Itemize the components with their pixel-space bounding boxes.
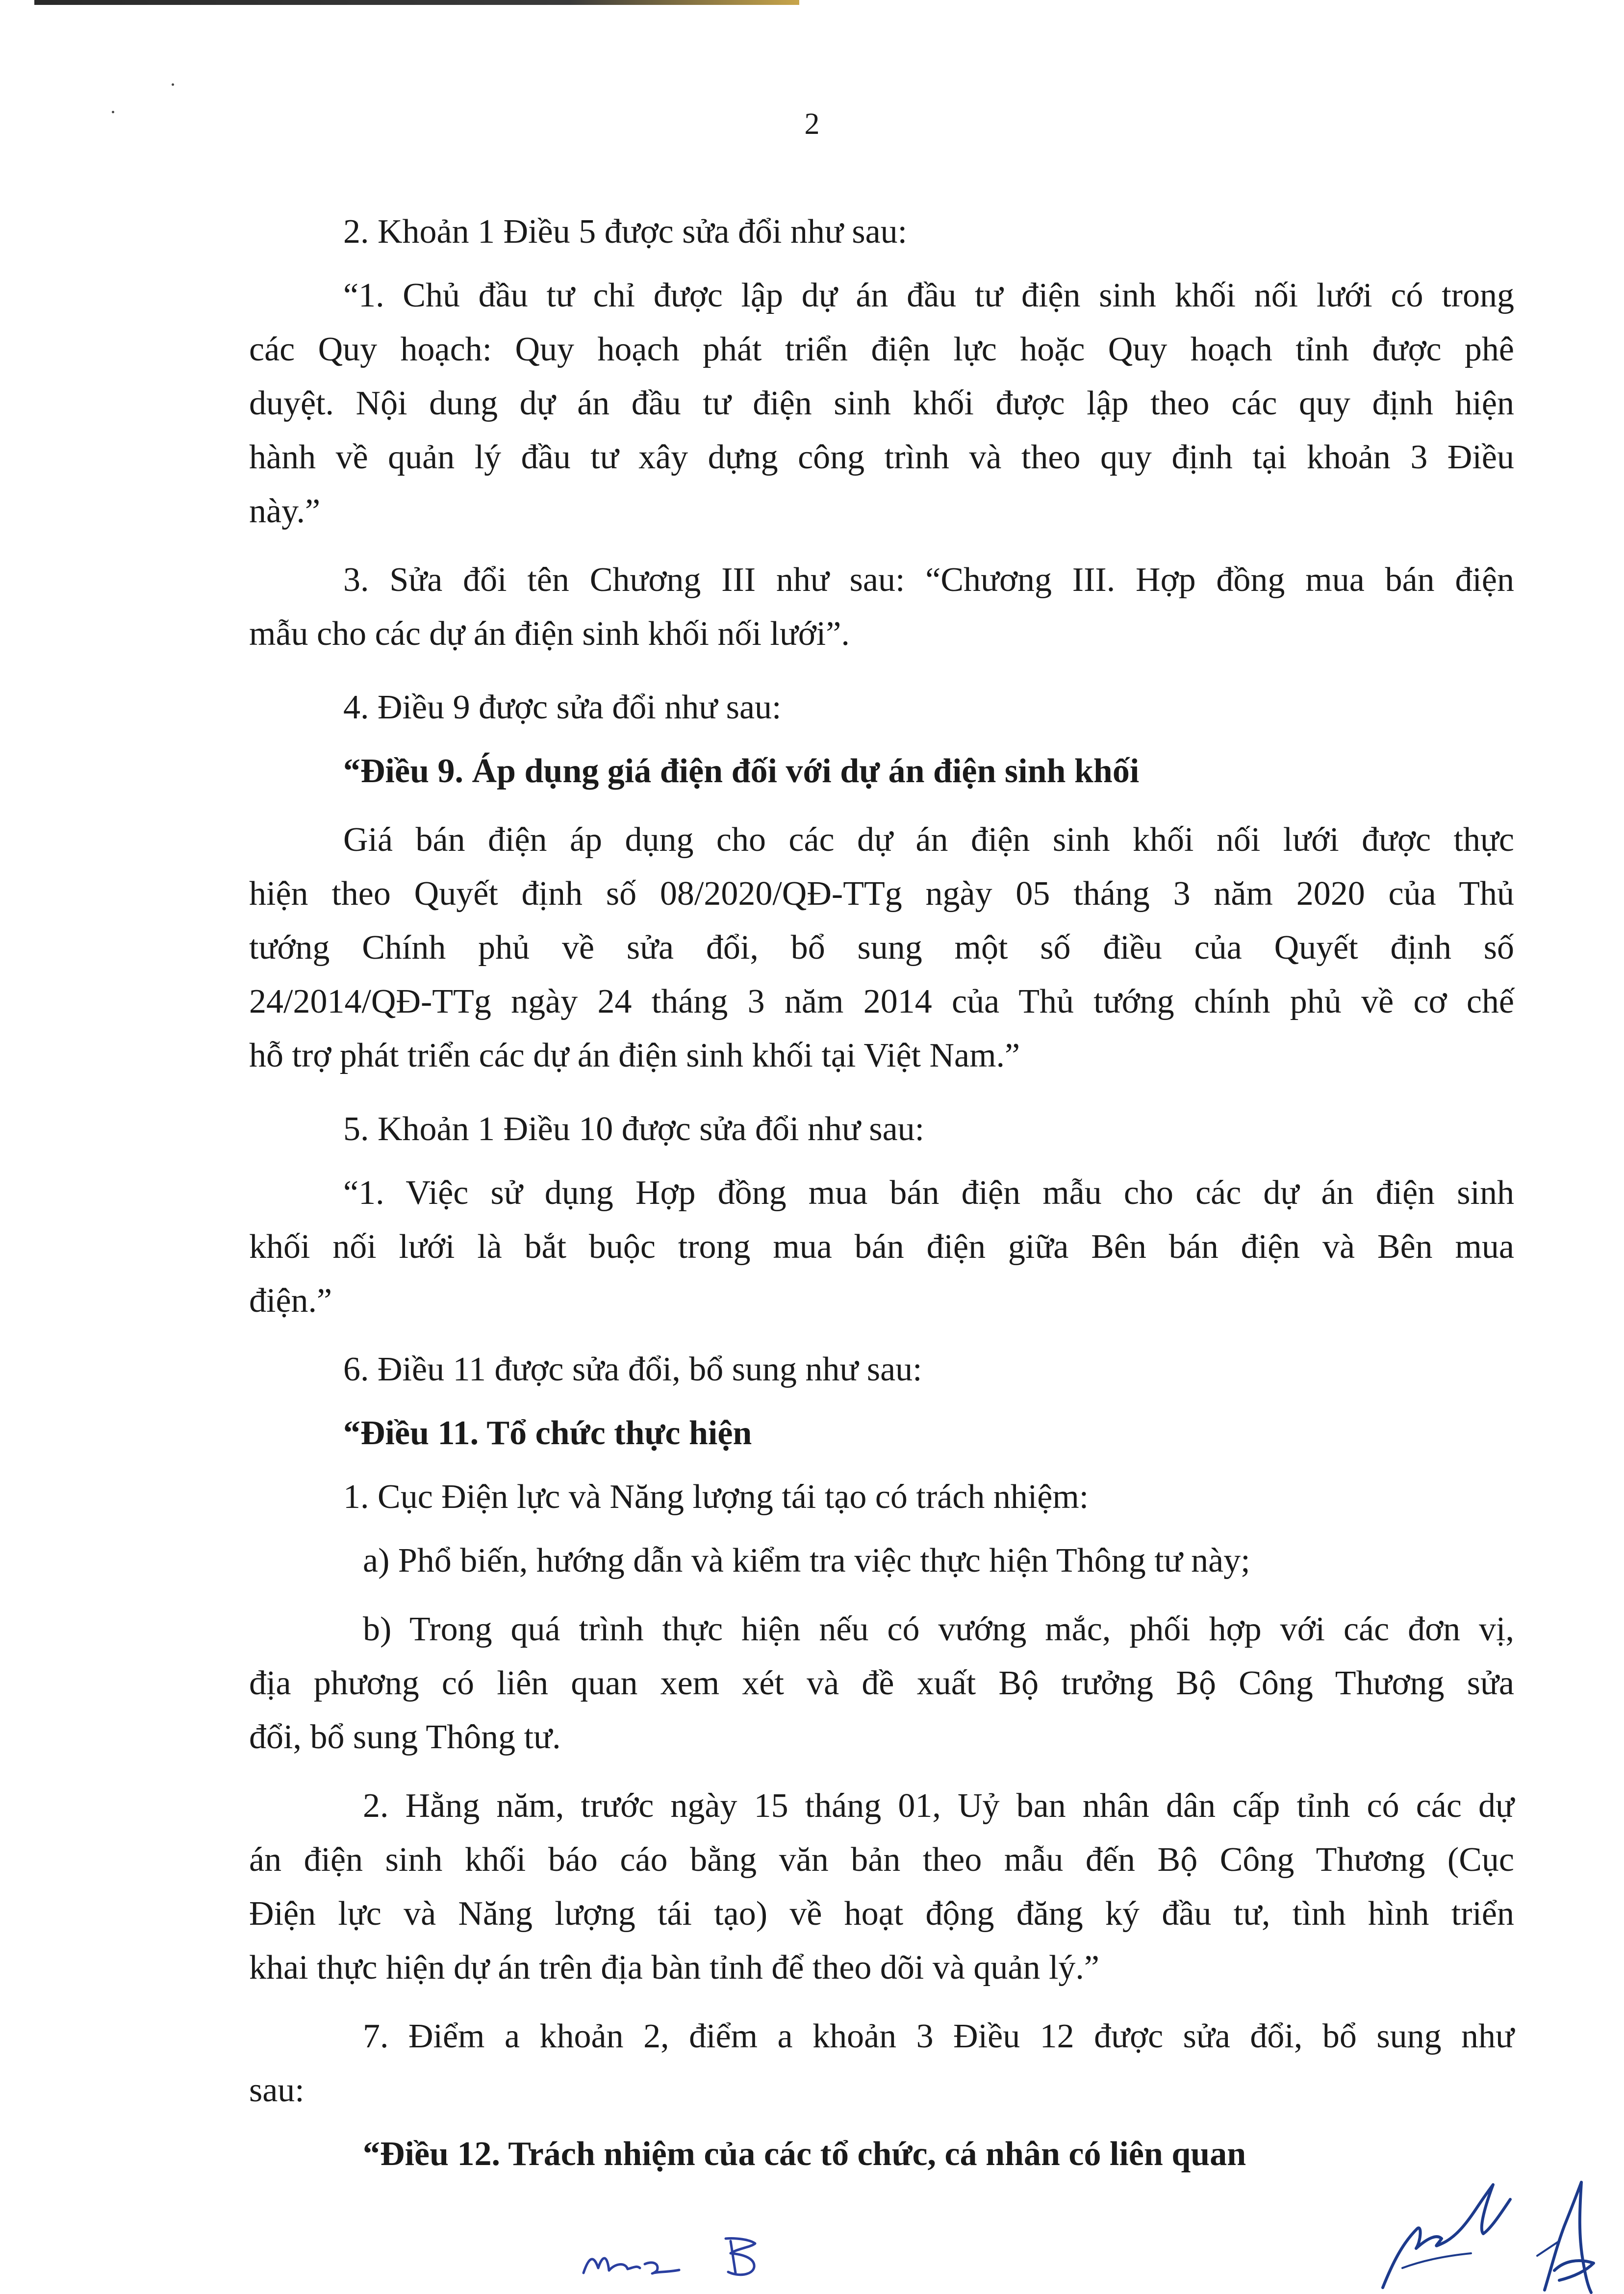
signature bbox=[1363, 2155, 1525, 2294]
amendment-2-quote-line: hành về quản lý đầu tư xây dựng công trình và theo quy định tại khoản 3 Điều bbox=[249, 438, 1514, 476]
handwritten-initial bbox=[579, 2234, 686, 2288]
article-11-clause-2-line: 2. Hằng năm, trước ngày 15 tháng 01, Uỷ ban nhân dân cấp tỉnh có các dự bbox=[363, 1787, 1514, 1825]
article-11-clause-2-line: Điện lực và Năng lượng tái tạo) về hoạt động đăng ký đầu tư, tình hình triển bbox=[249, 1895, 1514, 1933]
article-9-body-line: hỗ trợ phát triển các dự án điện sinh khối tại Việt Nam.” bbox=[249, 1037, 1020, 1074]
signature bbox=[1525, 2167, 1618, 2294]
handwritten-initial bbox=[716, 2229, 770, 2283]
article-11-point-b-line: đổi, bổ sung Thông tư. bbox=[249, 1718, 561, 1756]
amendment-2-quote-line: “1. Chủ đầu tư chỉ được lập dự án đầu tư điện sinh khối nối lưới có trong bbox=[343, 277, 1514, 314]
article-11-point-b-line: địa phương có liên quan xem xét và đề xuất Bộ trưởng Bộ Công Thương sửa bbox=[249, 1664, 1514, 1702]
article-9-body-line: 24/2014/QĐ-TTg ngày 24 tháng 3 năm 2014 của Thủ tướng chính phủ về cơ chế bbox=[249, 983, 1514, 1020]
scan-speck bbox=[172, 83, 174, 86]
amendment-5-quote-line: khối nối lưới là bắt buộc trong mua bán điện giữa Bên bán điện và Bên mua bbox=[249, 1228, 1514, 1266]
article-12-heading: “Điều 12. Trách nhiệm của các tổ chức, cá nhân có liên quan bbox=[363, 2135, 1246, 2173]
article-11-clause-1: 1. Cục Điện lực và Năng lượng tái tạo có trách nhiệm: bbox=[343, 1478, 1089, 1516]
amendment-2-quote-line: các Quy hoạch: Quy hoạch phát triển điện lực hoặc Quy hoạch tỉnh được phê bbox=[249, 331, 1514, 368]
amendment-3-line: 3. Sửa đổi tên Chương III như sau: “Chương III. Hợp đồng mua bán điện bbox=[343, 561, 1514, 599]
article-11-clause-2-line: khai thực hiện dự án trên địa bàn tỉnh để theo dõi và quản lý.” bbox=[249, 1949, 1100, 1987]
article-11-heading: “Điều 11. Tổ chức thực hiện bbox=[343, 1414, 752, 1452]
amendment-5-quote-line: điện.” bbox=[249, 1282, 332, 1320]
amendment-6-intro: 6. Điều 11 được sửa đổi, bổ sung như sau: bbox=[343, 1351, 922, 1388]
page-number: 2 bbox=[804, 107, 820, 141]
amendment-2-intro: 2. Khoản 1 Điều 5 được sửa đổi như sau: bbox=[343, 213, 908, 251]
article-11-clause-2-line: án điện sinh khối báo cáo bằng văn bản theo mẫu đến Bộ Công Thương (Cục bbox=[249, 1841, 1514, 1879]
article-9-body-line: Giá bán điện áp dụng cho các dự án điện sinh khối nối lưới được thực bbox=[343, 821, 1514, 859]
article-11-point-a: a) Phổ biến, hướng dẫn và kiểm tra việc thực hiện Thông tư này; bbox=[363, 1542, 1250, 1580]
amendment-5-quote-line: “1. Việc sử dụng Hợp đồng mua bán điện mẫu cho các dự án điện sinh bbox=[343, 1174, 1514, 1212]
amendment-7-line: 7. Điểm a khoản 2, điểm a khoản 3 Điều 12 được sửa đổi, bổ sung như bbox=[363, 2017, 1514, 2055]
amendment-7-line: sau: bbox=[249, 2071, 304, 2109]
article-9-heading: “Điều 9. Áp dụng giá điện đối với dự án điện sinh khối bbox=[343, 752, 1140, 790]
article-9-body-line: tướng Chính phủ về sửa đổi, bổ sung một số điều của Quyết định số bbox=[249, 929, 1514, 967]
amendment-2-quote-line: này.” bbox=[249, 492, 321, 530]
article-11-point-b-line: b) Trong quá trình thực hiện nếu có vướng mắc, phối hợp với các đơn vị, bbox=[363, 1610, 1514, 1648]
article-9-body-line: hiện theo Quyết định số 08/2020/QĐ-TTg ngày 05 tháng 3 năm 2020 của Thủ bbox=[249, 875, 1514, 913]
amendment-4-intro: 4. Điều 9 được sửa đổi như sau: bbox=[343, 688, 782, 726]
scan-top-edge bbox=[34, 0, 799, 5]
amendment-5-intro: 5. Khoản 1 Điều 10 được sửa đổi như sau: bbox=[343, 1110, 925, 1148]
amendment-2-quote-line: duyệt. Nội dung dự án đầu tư điện sinh khối được lập theo các quy định hiện bbox=[249, 384, 1514, 422]
amendment-3-line: mẫu cho các dự án điện sinh khối nối lưới”. bbox=[249, 615, 850, 653]
